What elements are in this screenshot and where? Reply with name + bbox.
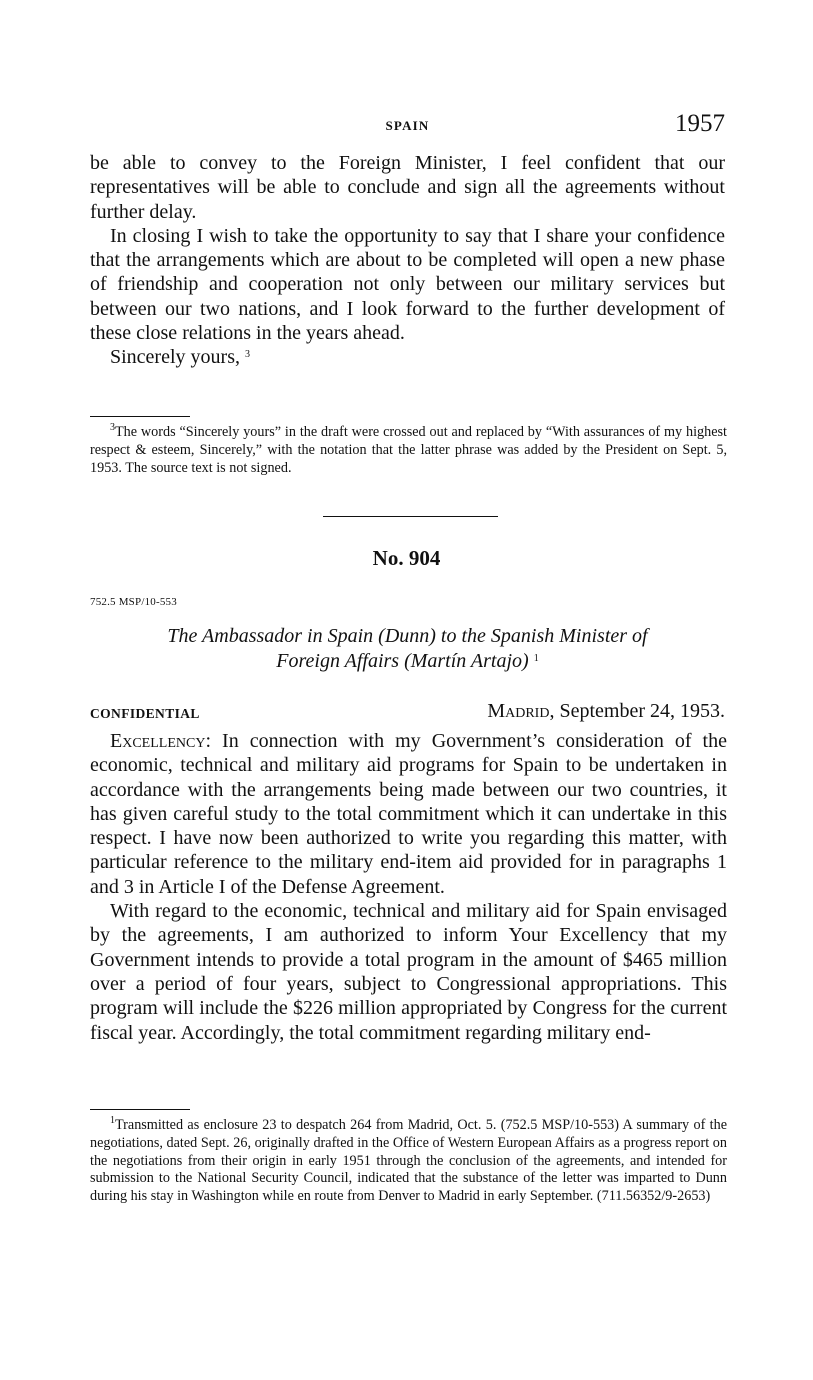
section-divider (323, 516, 498, 517)
footnote-3 (90, 424, 727, 477)
document-title-line-2: Foreign Affairs (Martín Artajo) (276, 650, 529, 672)
footnote-1-text: Transmitted as enclosure 23 to despatch 264 from Madrid, Oct. 5. (752.5 MSP/10-553) A summary of the negotiations, dated Sept. 26, originally drafted in the Office of Western European Affairs as a progress report on the negotiations from their origin in early 1951 through the conclusion of the agreements, and intended for submission to the National Security Council, indicated that the substance of the letter was imparted to Dunn during his stay in Washington while en route from Denver to Madrid in early September. (711.56352/9-2653) (90, 1117, 727, 1205)
letter-paragraph-2: With regard to the economic, technical and military aid for Spain envisaged by the agreements, I am authorized to inform Your Excellency that my Government intends to provide a total program in the amount of $465 million over a period of four years, subject to Congressional appropriations. This program will include the $226 million appropriated by Congress for the current fiscal year. Accordingly, the total commitment regarding military end- (90, 900, 727, 1044)
salutation: Excellency (110, 730, 206, 752)
footnote-3-text: The words “Sincerely yours” in the draft were crossed out and replaced by “With assurances of my highest respect & esteem, Sincerely,” with the notation that the latter phrase was added by the President on Sept. 5, 1953. The source text is not signed. (90, 424, 727, 476)
continuation-paragraph-2: In closing I wish to take the opportunity to say that I share your confidence that the arrangements which are about to be completed will open a new phase of friendship and cooperation not only between our military services but between our two nations, and I look forward to the further development of these close relations in the years ahead. (90, 224, 725, 345)
footnote-3-mark: 3 (110, 422, 115, 433)
footnote-1-mark: 1 (110, 1115, 115, 1126)
letter-paragraph-1-text: : In connection with my Government’s consideration of the economic, technical and military aid programs for Spain to be undertaken in accordance with the arrangements being made between our two countries, it has given careful study to the total commitment which it can undertake in this respect. I have now been authorized to write you regarding this matter, with particular reference to the military end-item aid provided for in paragraphs 1 and 3 in Article I of the Defense Agreement. (90, 730, 727, 898)
place-name: Madrid (487, 700, 550, 722)
classification-label: CONFIDENTIAL (90, 706, 200, 721)
footnote-rule-2 (90, 1109, 190, 1110)
closing-line (90, 345, 725, 369)
running-head (90, 110, 725, 140)
footnote-reference-3: 3 (244, 349, 250, 361)
file-reference: 752.5 MSP/10-553 (90, 596, 177, 608)
footnote-1 (90, 1117, 727, 1206)
letter-paragraph-1 (90, 729, 727, 899)
letter-continuation (90, 151, 725, 370)
footnote-rule-1 (90, 416, 190, 417)
footnote-reference-1: 1 (533, 653, 539, 664)
letter-body (90, 729, 727, 1045)
continuation-paragraph-1: be able to convey to the Foreign Minister, I feel confident that our representatives will be able to conclude and sign all the agreements without further delay. (90, 152, 725, 223)
page-number: 1957 (675, 110, 725, 137)
closing-text: Sincerely yours, (110, 346, 240, 369)
document-number: No. 904 (372, 546, 441, 570)
dateline (90, 700, 725, 726)
place-date (487, 700, 725, 723)
letter-date: , September 24, 1953. (549, 700, 725, 722)
document-title-line-1: The Ambassador in Spain (Dunn) to the Spanish Minister of (167, 625, 648, 647)
document-title (90, 624, 725, 674)
running-title: SPAIN (385, 118, 430, 133)
